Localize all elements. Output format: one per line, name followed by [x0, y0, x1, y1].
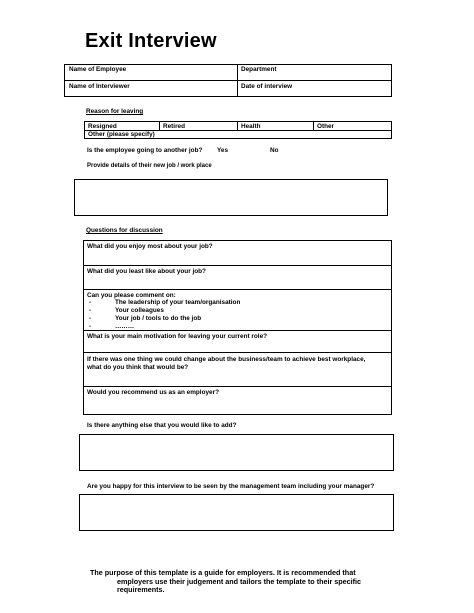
discussion-divider-5 [83, 386, 392, 387]
discussion-divider-2 [83, 289, 392, 290]
happy-question: Are you happy for this interview to be seen by the management team including your manager? [87, 483, 375, 490]
footer-line-2: employers use their judgement and tailors the template to their specific [117, 576, 362, 586]
new-job-details-box[interactable] [74, 179, 388, 216]
another-job-yes[interactable]: Yes [217, 147, 229, 154]
list-item: - The leadership of your team/organisation [89, 299, 241, 306]
question-enjoy-most: What did you enjoy most about your job? [87, 243, 213, 250]
reason-col-divider-3 [313, 121, 314, 130]
question-main-motivation: What is your main motivation for leaving your current role? [87, 333, 268, 340]
discussion-divider-4 [83, 352, 392, 353]
discussion-divider-1 [83, 265, 392, 266]
department-label: Department [241, 66, 277, 73]
question-least-like: What did you least like about your job? [87, 268, 206, 275]
list-item: - Your job / tools to do the job [89, 315, 202, 322]
other-specify-field[interactable]: Other (please specify) [88, 131, 155, 138]
reason-option-health[interactable]: Health [241, 123, 261, 130]
name-of-interviewer-label: Name of Interviewer [69, 83, 130, 90]
info-table-row-divider [64, 80, 392, 81]
reason-col-divider-1 [159, 121, 160, 130]
question-comment-on: Can you please comment on: [87, 292, 176, 299]
footer-note [90, 569, 380, 595]
question-one-change-line1: If there was one thing we could change about the business/team to achieve best workplace, [87, 356, 366, 363]
footer-line-3: requirements. [117, 585, 165, 595]
reason-heading: Reason for leaving [86, 108, 144, 115]
anything-else-box[interactable] [79, 434, 394, 471]
footer-line-1: The purpose of this template is a guide for employers. It is recommended that [90, 568, 356, 577]
reason-option-retired[interactable]: Retired [163, 123, 186, 130]
info-table-col-divider [237, 64, 238, 97]
list-item: - ……… [89, 323, 135, 330]
comment-on-list [89, 299, 240, 331]
reason-col-divider-2 [237, 121, 238, 130]
new-job-details-prompt: Provide details of their new job / work place [87, 163, 212, 169]
another-job-question: Is the employee going to another job? [87, 147, 203, 154]
name-of-employee-label: Name of Employee [69, 66, 127, 73]
anything-else-question: Is there anything else that you would like to add? [87, 422, 237, 429]
another-job-no[interactable]: No [270, 147, 279, 154]
question-one-change-line2: what do you think that would be? [87, 364, 189, 371]
page-title: Exit Interview [85, 30, 217, 52]
discussion-heading: Questions for discussion [86, 227, 163, 234]
reason-option-other[interactable]: Other [317, 123, 335, 130]
reason-option-resigned[interactable]: Resigned [88, 123, 117, 130]
question-recommend: Would you recommend us as an employer? [87, 389, 219, 396]
happy-answer-box[interactable] [79, 494, 394, 531]
list-item: - Your colleagues [89, 307, 164, 314]
date-of-interview-label: Date of interview [241, 83, 293, 90]
